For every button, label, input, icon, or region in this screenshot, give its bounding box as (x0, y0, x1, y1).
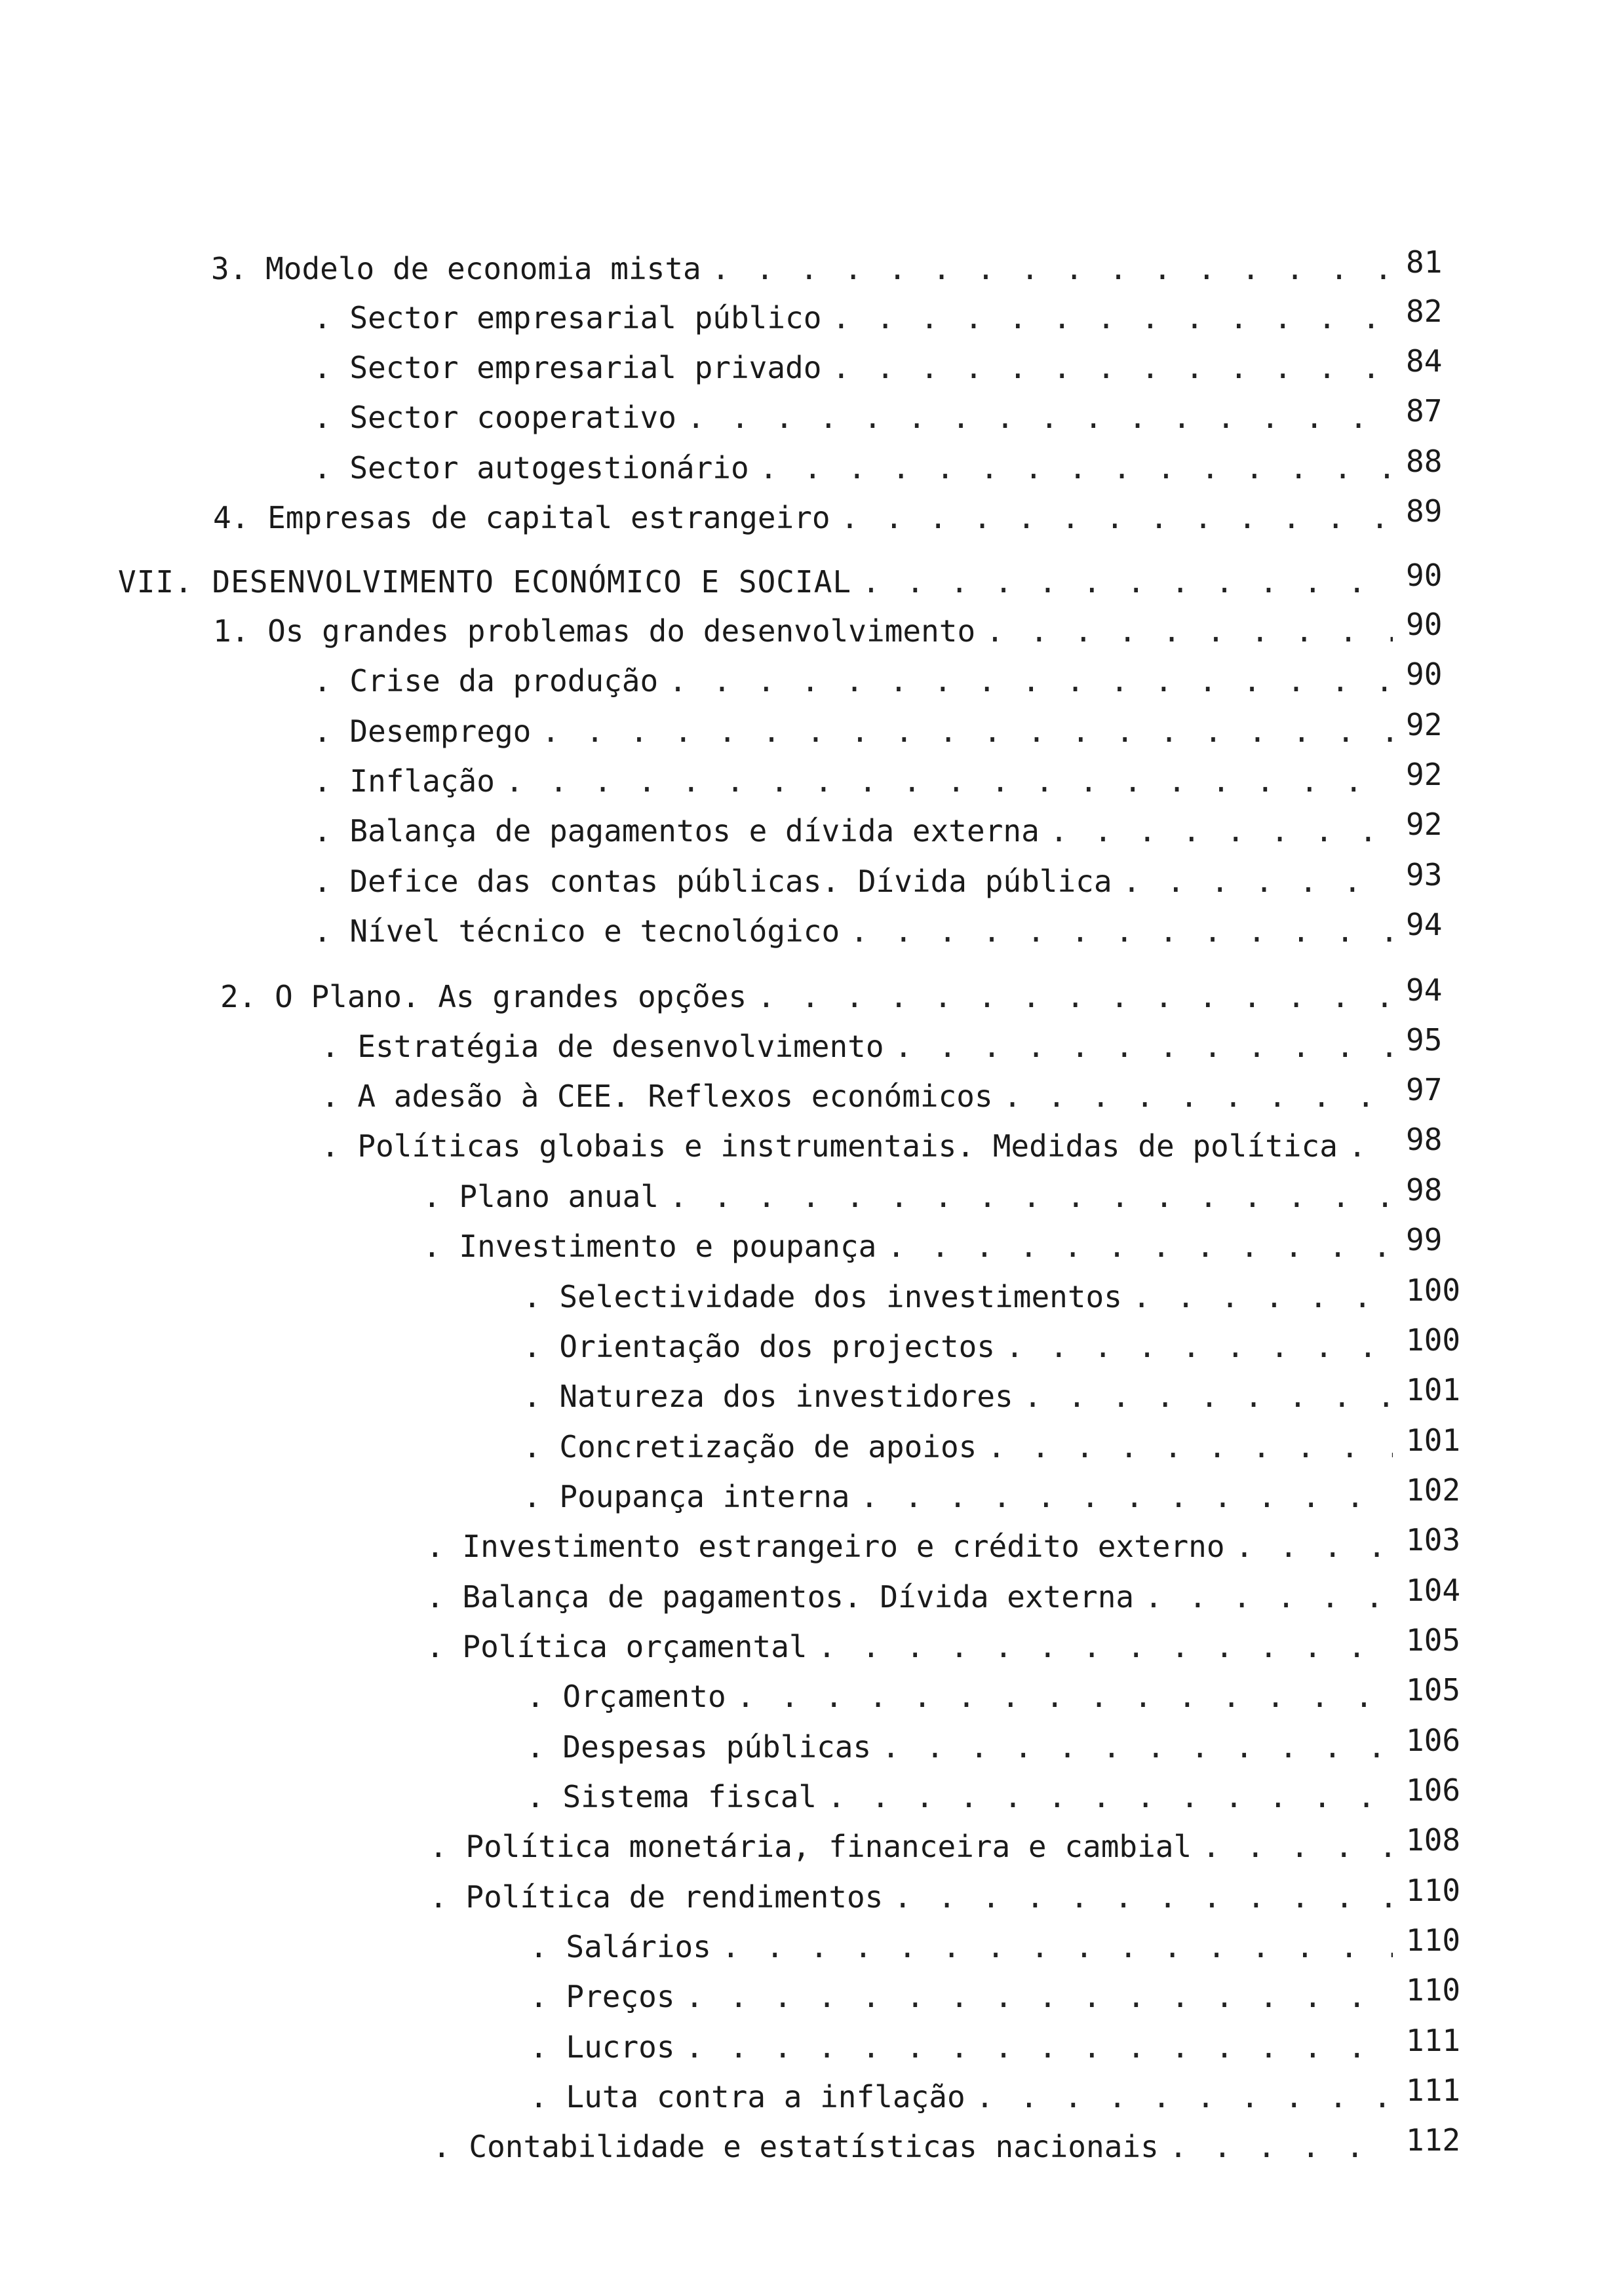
toc-page-number: 93 (1406, 857, 1443, 892)
toc-entry-label: . Concretização de apoios (523, 1429, 977, 1464)
toc-entry (429, 1874, 1393, 1920)
toc-page-number: 88 (1406, 444, 1443, 479)
toc-page-number: 108 (1406, 1822, 1461, 1858)
toc-page-number: 84 (1406, 343, 1443, 379)
toc-page-number: 82 (1406, 294, 1443, 329)
toc-page-number: 90 (1406, 607, 1443, 642)
toc-entry-label: . Políticas globais e instrumentais. Medidas de política (321, 1128, 1338, 1164)
toc-entry (523, 1474, 1393, 1520)
toc-entry-label: . Defice das contas públicas. Dívida pública (313, 864, 1112, 899)
toc-entry (523, 1424, 1393, 1470)
dot-leader (1005, 1324, 1393, 1369)
dot-leader (841, 495, 1393, 541)
toc-entry (213, 608, 1393, 654)
toc-entry (313, 858, 1393, 904)
dot-leader (686, 1974, 1393, 2019)
dot-leader (861, 1474, 1393, 1520)
toc-page-number: 112 (1406, 2122, 1461, 2158)
toc-entry (530, 1974, 1393, 2019)
toc-entry (213, 495, 1393, 541)
dot-leader (882, 1724, 1393, 1770)
dot-leader (832, 345, 1393, 391)
toc-entry-label: . Orçamento (526, 1679, 726, 1714)
toc-page-number: 81 (1406, 244, 1443, 280)
toc-page-number: 100 (1406, 1322, 1461, 1358)
toc-entry (426, 1574, 1393, 1620)
toc-entry-label: . Nível técnico e tecnológico (313, 913, 840, 949)
toc-entry-label: 3. Modelo de economia mista (211, 251, 701, 286)
dot-leader (1169, 2124, 1393, 2170)
toc-page-number: 111 (1406, 2023, 1461, 2058)
toc-entry-label: . Poupança interna (523, 1479, 850, 1514)
toc-page-number: 104 (1406, 1573, 1461, 1608)
toc-entry (313, 708, 1393, 754)
toc-page-number: 92 (1406, 757, 1443, 792)
toc-entry (321, 1024, 1393, 1069)
dot-leader (1348, 1123, 1393, 1169)
dot-leader (669, 1174, 1393, 1219)
toc-page-number: 89 (1406, 493, 1443, 529)
toc-entry-label: . Salários (530, 1929, 711, 1964)
dot-leader (1202, 1824, 1393, 1869)
toc-page-number: 92 (1406, 807, 1443, 842)
dot-leader (760, 445, 1393, 491)
toc-entry-label: . Sector empresarial privado (313, 350, 822, 385)
dot-leader (737, 1674, 1393, 1719)
toc-entry (313, 445, 1393, 491)
toc-entry-label: . Investimento estrangeiro e crédito externo (426, 1529, 1225, 1564)
toc-entry-label: . Luta contra a inflação (530, 2079, 965, 2114)
toc-entry-label: . Natureza dos investidores (523, 1379, 1013, 1414)
toc-entry-label: . Plano anual (423, 1179, 659, 1214)
toc-entry-label: . Contabilidade e estatísticas nacionais (433, 2129, 1159, 2164)
dot-leader (818, 1624, 1393, 1670)
toc-page-number: 98 (1406, 1122, 1443, 1157)
toc-page-number: 94 (1406, 972, 1443, 1008)
toc-entry-label: . Política orçamental (426, 1629, 808, 1664)
dot-leader (505, 758, 1393, 804)
toc-entry (321, 1123, 1393, 1169)
toc-page-number: 110 (1406, 1972, 1461, 2008)
toc-entry (313, 658, 1393, 704)
dot-leader (895, 1024, 1393, 1069)
dot-leader (1133, 1274, 1393, 1320)
toc-page-number: 95 (1406, 1022, 1443, 1058)
dot-leader (887, 1223, 1393, 1269)
toc-entry-label: VII. DESENVOLVIMENTO ECONÓMICO E SOCIAL (118, 564, 852, 600)
toc-page-number: 110 (1406, 1923, 1461, 1958)
toc-entry (313, 295, 1393, 341)
toc-entry-label: . Inflação (313, 763, 495, 799)
toc-entry (433, 2124, 1393, 2170)
dot-leader (1144, 1574, 1393, 1620)
dot-leader (850, 908, 1393, 954)
toc-page-number: 90 (1406, 558, 1443, 593)
toc-entry (523, 1373, 1393, 1419)
toc-page-number: 110 (1406, 1873, 1461, 1908)
toc-entry (313, 394, 1393, 440)
toc-entry-label: . Orientação dos projectos (523, 1329, 996, 1364)
toc-entry-label: . Selectividade dos investimentos (523, 1279, 1122, 1314)
toc-page-number: 99 (1406, 1222, 1443, 1257)
dot-leader (832, 295, 1393, 341)
toc-entry (211, 246, 1393, 292)
toc-entry-label: . Desemprego (313, 714, 532, 749)
toc-page-number: 105 (1406, 1622, 1461, 1658)
toc-entry (220, 974, 1393, 1020)
toc-entry (523, 1274, 1393, 1320)
toc-entry (423, 1174, 1393, 1219)
toc-page-number: 101 (1406, 1372, 1461, 1407)
toc-entry-label: . Despesas públicas (526, 1729, 872, 1765)
dot-leader (687, 394, 1393, 440)
toc-entry (530, 2024, 1393, 2070)
dot-leader (712, 246, 1393, 292)
toc-page-number: 101 (1406, 1423, 1461, 1458)
dot-leader (827, 1774, 1393, 1820)
dot-leader (986, 608, 1393, 654)
dot-leader (862, 559, 1393, 605)
toc-entry-label: . Sector empresarial público (313, 300, 822, 335)
toc-entry-label: 4. Empresas de capital estrangeiro (213, 500, 830, 535)
toc-entry-label: . Política de rendimentos (429, 1879, 884, 1915)
toc-entry-label: . Estratégia de desenvolvimento (321, 1029, 884, 1064)
toc-entry-label: . Balança de pagamentos e dívida externa (313, 813, 1040, 849)
toc-entry (530, 1924, 1393, 1970)
dot-leader (976, 2074, 1393, 2120)
toc-page-number: 106 (1406, 1772, 1461, 1808)
toc-entry (426, 1624, 1393, 1670)
toc-entry-label: . Crise da produção (313, 663, 659, 698)
dot-leader (893, 1874, 1393, 1920)
toc-entry (423, 1223, 1393, 1269)
toc-page-number: 94 (1406, 907, 1443, 942)
toc-page-number: 90 (1406, 657, 1443, 692)
dot-leader (1003, 1073, 1393, 1119)
toc-entry-label: . A adesão à CEE. Reflexos económicos (321, 1079, 993, 1114)
toc-entry (313, 808, 1393, 854)
toc-entry (313, 758, 1393, 804)
toc-page-number: 102 (1406, 1472, 1461, 1508)
dot-leader (1024, 1373, 1393, 1419)
toc-entry-label: . Preços (530, 1979, 675, 2014)
toc-entry (429, 1824, 1393, 1869)
toc-page-number: 100 (1406, 1272, 1461, 1308)
toc-page-number: 98 (1406, 1172, 1443, 1208)
toc-entry (526, 1724, 1393, 1770)
toc-entry (526, 1674, 1393, 1719)
toc-entry-label: 2. O Plano. As grandes opções (220, 979, 747, 1014)
dot-leader (541, 708, 1393, 754)
toc-entry-label: 1. Os grandes problemas do desenvolvimento (213, 613, 976, 649)
dot-leader (1123, 858, 1393, 904)
toc-page-number: 87 (1406, 393, 1443, 429)
toc-entry (426, 1523, 1393, 1569)
toc-entry-label: . Política monetária, financeira e cambial (429, 1829, 1192, 1864)
dot-leader (669, 658, 1393, 704)
toc-entry (321, 1073, 1393, 1119)
toc-entry (526, 1774, 1393, 1820)
toc-page-number: 106 (1406, 1723, 1461, 1758)
toc-entry (313, 345, 1393, 391)
toc-page-number: 103 (1406, 1522, 1461, 1558)
dot-leader (722, 1924, 1393, 1970)
toc-entry-label: . Sector autogestionário (313, 450, 749, 486)
toc-entry-label: . Balança de pagamentos. Dívida externa (426, 1579, 1135, 1615)
toc-entry (313, 908, 1393, 954)
dot-leader (1236, 1523, 1393, 1569)
toc-page-number: 105 (1406, 1672, 1461, 1708)
toc-entry-label: . Investimento e poupança (423, 1229, 877, 1264)
toc-page-number: 97 (1406, 1072, 1443, 1107)
dot-leader (757, 974, 1393, 1020)
toc-entry (523, 1324, 1393, 1369)
toc-chapter-heading (118, 559, 1393, 605)
dot-leader (686, 2024, 1393, 2070)
dot-leader (987, 1424, 1393, 1470)
toc-entry-label: . Sector cooperativo (313, 400, 676, 435)
toc-page-number: 92 (1406, 707, 1443, 742)
toc-entry-label: . Sistema fiscal (526, 1779, 817, 1814)
toc-page-number: 111 (1406, 2073, 1461, 2108)
toc-entry (530, 2074, 1393, 2120)
toc-entry-label: . Lucros (530, 2029, 675, 2065)
dot-leader (1050, 808, 1393, 854)
